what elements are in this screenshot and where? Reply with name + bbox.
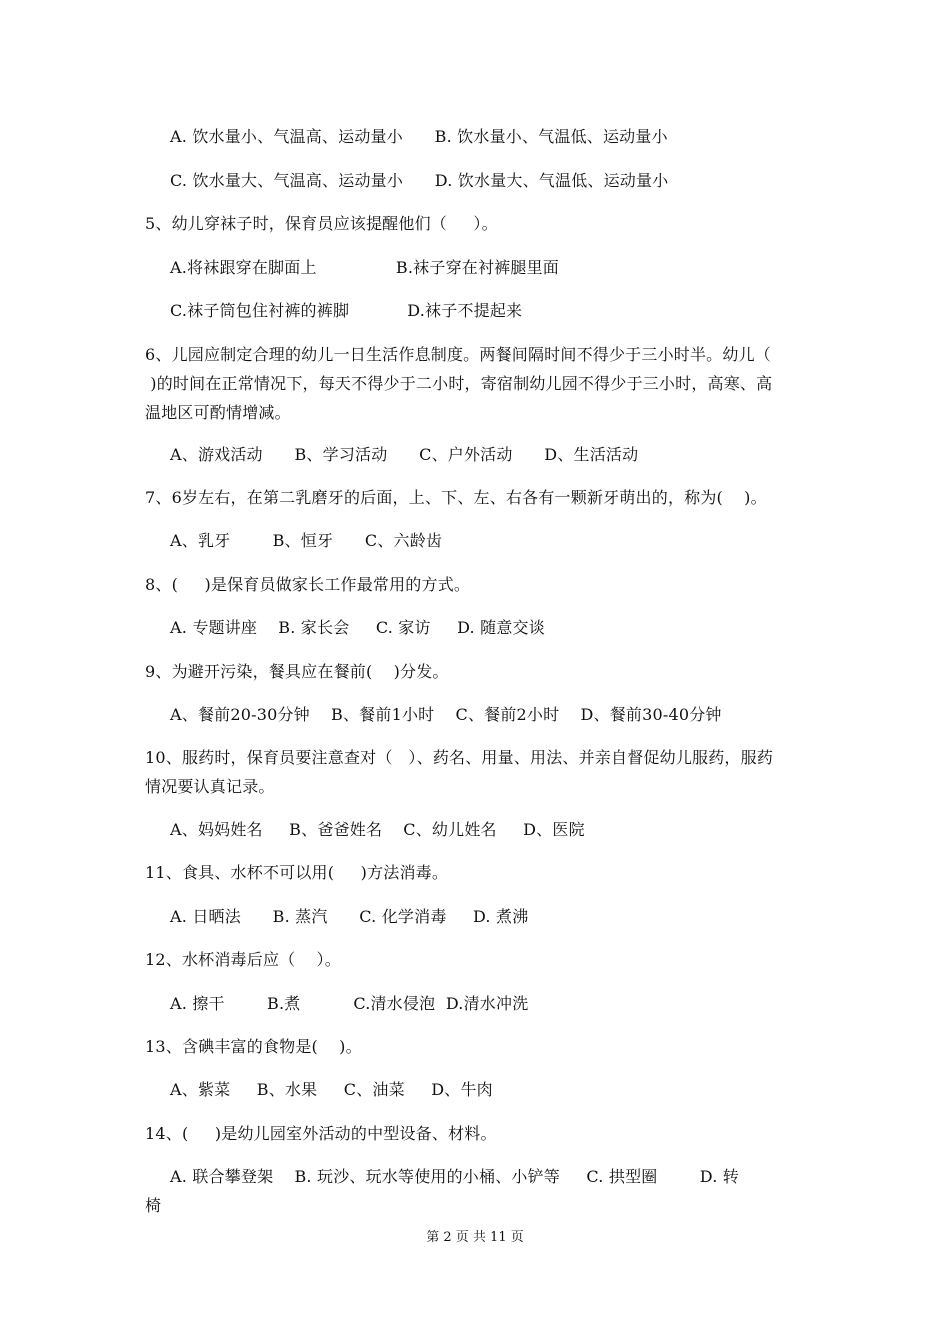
- question-12: 12、水杯消毒后应（ ）。: [145, 950, 341, 969]
- question-5: 5、幼儿穿袜子时，保育员应该提醒他们（ ）。: [145, 214, 498, 233]
- question-13: 13、含碘丰富的食物是( )。: [145, 1037, 362, 1056]
- question-14: 14、( )是幼儿园室外活动的中型设备、材料。: [145, 1124, 497, 1143]
- q9-options: A、餐前20-30分钟 B、餐前1小时 C、餐前2小时 D、餐前30-40分钟: [170, 705, 722, 724]
- q14-options: A. 联合攀登架 B. 玩沙、玩水等使用的小桶、小铲等 C. 拱型圈 D. 转: [170, 1167, 739, 1186]
- question-6-line-3: 温地区可酌情增减。: [145, 403, 291, 422]
- q8-options: A. 专题讲座 B. 家长会 C. 家访 D. 随意交谈: [170, 618, 545, 637]
- q7-options: A、乳牙 B、恒牙 C、六龄齿: [170, 531, 443, 550]
- q4-options-cd: C. 饮水量大、气温高、运动量小 D. 饮水量大、气温低、运动量小: [170, 171, 669, 190]
- q11-options: A. 日晒法 B. 蒸汽 C. 化学消毒 D. 煮沸: [170, 907, 529, 926]
- question-6-line-1: 6、儿园应制定合理的幼儿一日生活作息制度。两餐间隔时间不得少于三小时半。幼儿（: [145, 345, 771, 364]
- question-6-line-2: )的时间在正常情况下，每天不得少于二小时，寄宿制幼儿园不得少于三小时，高寒、高: [145, 374, 773, 393]
- question-8: 8、( )是保育员做家长工作最常用的方式。: [145, 575, 471, 594]
- q14-options-continued: 椅: [145, 1196, 162, 1215]
- question-10-line-1: 10、服药时，保育员要注意查对（ ）、药名、用量、用法、并亲自督促幼儿服药，服药: [145, 748, 774, 767]
- question-7: 7、6岁左右，在第二乳磨牙的后面，上、下、左、右各有一颗新牙萌出的，称为( )。: [145, 488, 767, 507]
- q13-options: A、紫菜 B、水果 C、油菜 D、牛肉: [170, 1080, 493, 1099]
- question-10-line-2: 情况要认真记录。: [145, 777, 275, 796]
- question-9: 9、为避开污染，餐具应在餐前( )分发。: [145, 662, 449, 681]
- q6-options: A、游戏活动 B、学习活动 C、户外活动 D、生活活动: [170, 445, 639, 464]
- q5-options-ab: A.将袜跟穿在脚面上 B.袜子穿在衬裤腿里面: [170, 258, 559, 277]
- q4-options-ab: A. 饮水量小、气温高、运动量小 B. 饮水量小、气温低、运动量小: [170, 127, 668, 146]
- question-11: 11、食具、水杯不可以用( )方法消毒。: [145, 863, 449, 882]
- q5-options-cd: C.袜子筒包住衬裤的裤脚 D.袜子不提起来: [170, 301, 523, 320]
- page-footer: 第 2 页 共 11 页: [426, 1230, 524, 1245]
- q10-options: A、妈妈姓名 B、爸爸姓名 C、幼儿姓名 D、医院: [170, 820, 585, 839]
- q12-options: A. 擦干 B.煮 C.清水侵泡 D.清水冲洗: [170, 994, 529, 1013]
